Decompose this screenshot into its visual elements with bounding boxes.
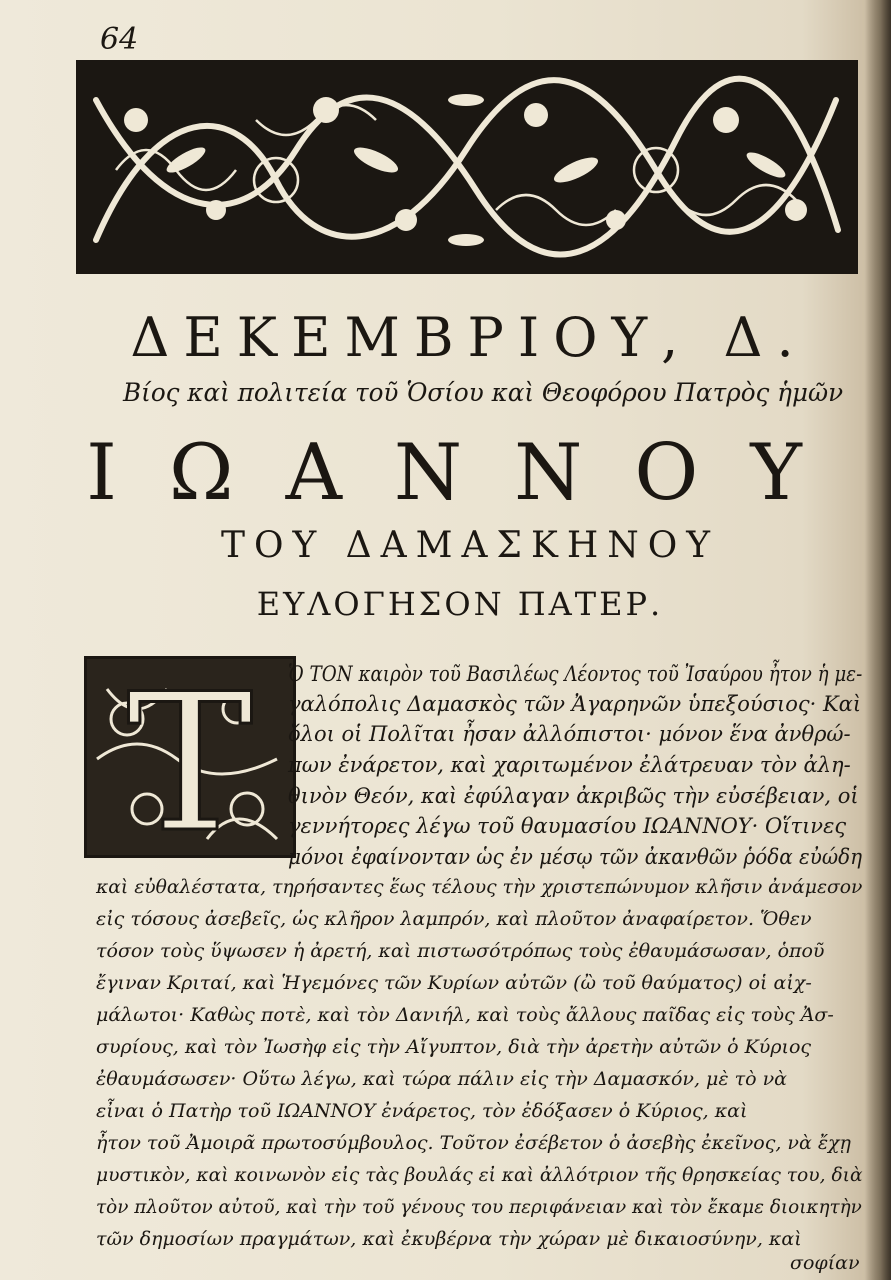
text-line: γαλόπολις Δαμασκὸς τῶν Ἀγαρηνῶν ὑπεξούσιος· Καὶ: [288, 692, 862, 716]
page-number: 64: [100, 22, 139, 57]
decorated-initial-letter: [84, 656, 296, 858]
floral-woodcut-headpiece-icon: [76, 60, 858, 274]
text-line: τὸν πλοῦτον αὐτοῦ, καὶ τὴν τοῦ γένους του περιφάνειαν καὶ τὸν ἔκαμε διοικητὴν: [96, 1196, 862, 1218]
text-line: μόνοι ἐφαίνονταν ὡς ἐν μέσῳ τῶν ἀκανθῶν ῥόδα εὐώδη: [288, 845, 863, 869]
month-heading: ΔΕΚΕΜΒΡΙΟΥ, Δ.: [130, 306, 808, 369]
text-line: τόσον τοὺς ὕψωσεν ἡ ἀρετή, καὶ πιστωσότρόπως τοὺς ἐθαυμάσωσαν, ὁποῦ: [96, 940, 825, 962]
text-line: θινὸν Θεόν, καὶ ἐφύλαγαν ἀκριβῶς τὴν εὐσέβειαν, οἱ: [288, 784, 859, 808]
text-line: ἔγιναν Κριταί, καὶ Ἡγεμόνες τῶν Κυρίων αὐτῶν (ὢ τοῦ θαύματος) οἱ αἰχ-: [96, 972, 812, 994]
text-line: εἶναι ὁ Πατὴρ τοῦ ΙΩΑΝΝΟΥ ἐνάρετος, τὸν ἐδόξασεν ὁ Κύριος, καὶ: [96, 1100, 748, 1122]
life-subtitle: Βίος καὶ πολιτεία τοῦ Ὁσίου καὶ Θεοφόρου Πατρὸς ἡμῶν: [123, 378, 844, 407]
text-line: ἦτον τοῦ Ἀμοιρᾶ πρωτοσύμβουλος. Τοῦτον ἐσέβετον ὁ ἀσεβὴς ἐκεῖνος, νὰ ἔχῃ: [96, 1132, 851, 1154]
saint-name-heading: ΙΩΑΝΝΟΥ: [86, 428, 854, 518]
text-line: γεννήτορες λέγω τοῦ θαυμασίου ΙΩΑΝΝΟΥ· Οἵτινες: [288, 814, 847, 838]
text-line: εἰς τόσους ἀσεβεῖς, ὡς κλῆρον λαμπρόν, καὶ πλοῦτον ἀναφαίρετον. Ὅθεν: [96, 908, 812, 930]
text-line: ἐθαυμάσωσεν· Οὕτω λέγω, καὶ τώρα πάλιν εἰς τὴν Δαμασκόν, μὲ τὸ νὰ: [96, 1068, 788, 1090]
blessing-line: ΕΥΛΟΓΗΣΟΝ ΠΑΤΕΡ.: [256, 585, 664, 623]
saint-surname-heading: ΤΟΥ ΔΑΜΑΣΚΗΝΟΥ: [220, 525, 720, 566]
text-line: καὶ εὐθαλέστατα, τηρήσαντες ἕως τέλους τὴν χριστεπώνυμον κλῆσιν ἀνάμεσον: [96, 876, 863, 898]
text-line: Ὁ ΤΟΝ καιρὸν τοῦ Βασιλέως Λέοντος τοῦ Ἰσαύρου ἦτον ἡ με-: [288, 662, 863, 686]
text-line: πων ἐνάρετον, καὶ χαριτωμένον ἐλάτρευαν τὸν ἀλη-: [288, 753, 851, 777]
text-line: μυστικὸν, καὶ κοινωνὸν εἰς τὰς βουλάς εἰ καὶ ἀλλότριον τῆς θρησκείας του, διὰ: [96, 1164, 863, 1186]
text-line: τῶν δημοσίων πραγμάτων, καὶ ἐκυβέρνα τὴν χώραν μὲ δικαιοσύνην, καὶ: [96, 1228, 802, 1250]
text-line: ὅλοι οἱ Πολῖται ἦσαν ἀλλόπιστοι· μόνον ἕνα ἀνθρώ-: [288, 722, 851, 746]
initial-letter-glyph: Τ: [126, 659, 254, 855]
binding-gutter: [865, 0, 891, 1280]
catchword: σοφίαν: [790, 1252, 860, 1274]
text-line: συρίους, καὶ τὸν Ἰωσὴφ εἰς τὴν Αἴγυπτον, διὰ τὴν ἀρετὴν αὐτῶν ὁ Κύριος: [96, 1036, 812, 1058]
text-line: μάλωτοι· Καθὼς ποτὲ, καὶ τὸν Δανιήλ, καὶ τοὺς ἄλλους παῖδας εἰς τοὺς Ἀσ-: [96, 1004, 834, 1026]
